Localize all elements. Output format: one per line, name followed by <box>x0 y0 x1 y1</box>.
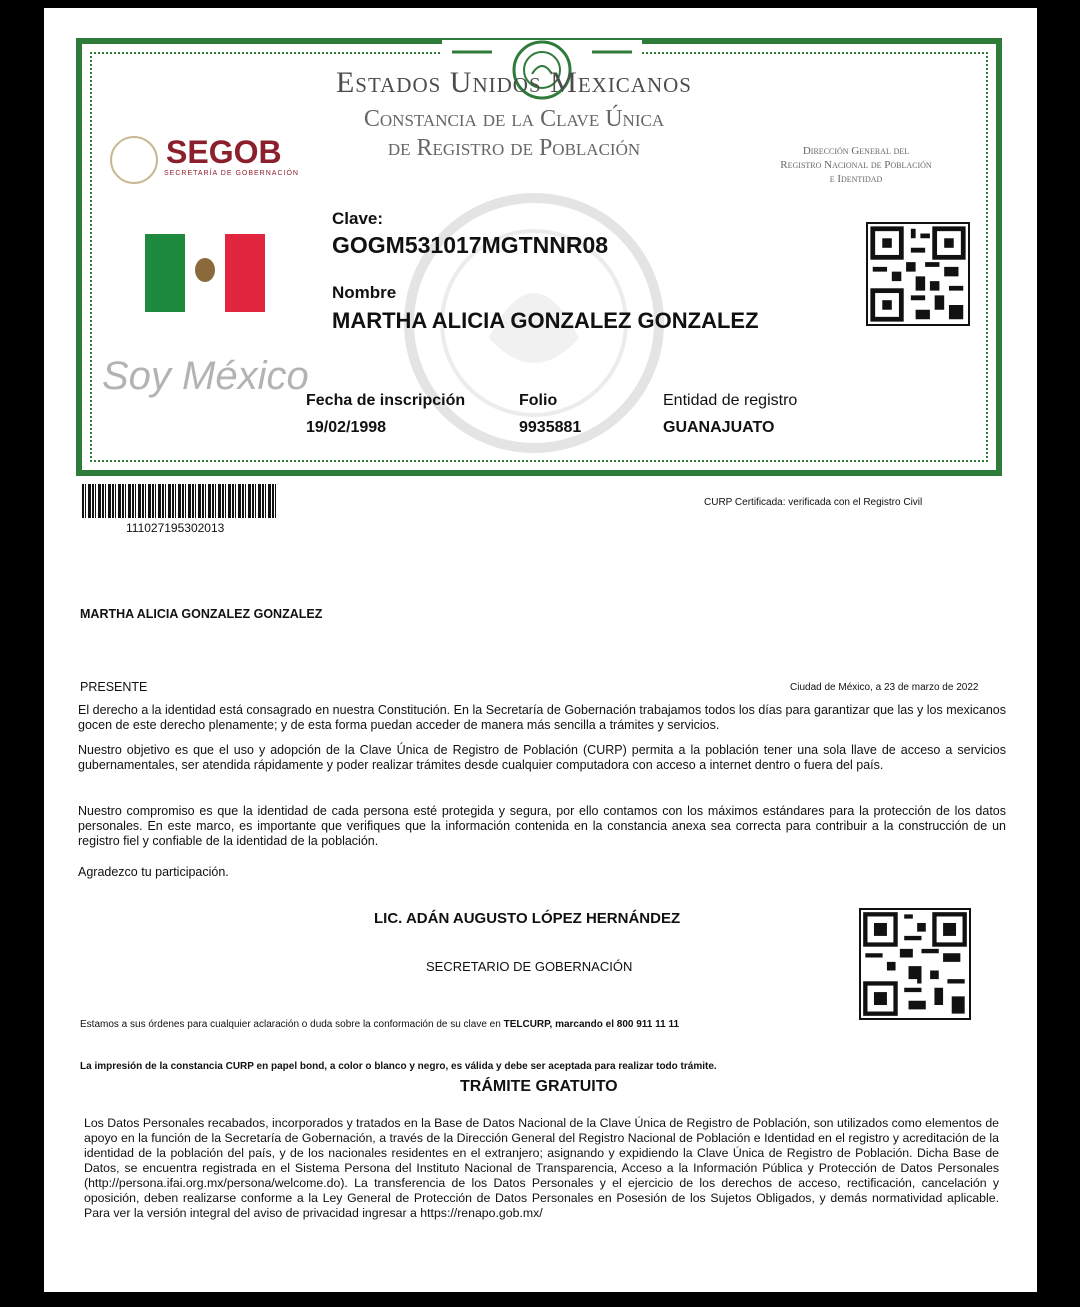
contact-text: Estamos a sus órdenes para cualquier aclaración o duda sobre la conformación de su clave en <box>80 1019 504 1030</box>
dgrnpi-heading <box>756 144 956 186</box>
mexican-flag-icon <box>145 234 265 312</box>
document-title <box>314 105 714 163</box>
dgr-line-1: Dirección General del <box>802 145 910 157</box>
place-date: Ciudad de México, a 23 de marzo de 2022 <box>790 682 979 693</box>
paragraph-3: Nuestro compromiso es que la identidad de cada persona esté protegida y segura, por ello contamos con los máximos estándares para la protección de los datos personales. En este marco, es importante que verifiques que la información contenida en la constancia anexa sea correcta para contribuir a la construcción de un registro fiel y confiable de la identidad de la población. <box>78 804 1006 848</box>
clave-value: GOGM531017MGTNNR08 <box>332 232 609 258</box>
validity-note: La impresión de la constancia CURP en papel bond, a color o blanco y negro, es válida y debe ser aceptada para realizar todo trámite. <box>80 1061 717 1072</box>
segob-subtitle: SECRETARÍA DE GOBERNACIÓN <box>164 170 299 177</box>
entidad-label: Entidad de registro <box>663 392 798 409</box>
fecha-value: 19/02/1998 <box>306 419 387 436</box>
fecha-label: Fecha de inscripción <box>306 392 466 409</box>
nombre-value: MARTHA ALICIA GONZALEZ GONZALEZ <box>332 308 759 333</box>
clave-label: Clave: <box>332 209 384 228</box>
signer-title: SECRETARIO DE GOBERNACIÓN <box>426 959 633 974</box>
segob-seal-icon <box>110 136 158 184</box>
barcode-icon <box>82 484 276 518</box>
certified-note: CURP Certificada: verificada con el Registro Civil <box>704 497 923 508</box>
paragraph-2: Nuestro objetivo es que el uso y adopción de la Clave Única de Registro de Población (CURP) permita a la población tener una sola llave de acceso a servicios gubernamentales, ser atendida rápidamente y poder realizar trámites desde cualquier computadora con acceso a internet dentro o fuera del país. <box>78 743 1006 772</box>
nombre-label: Nombre <box>332 283 397 302</box>
free-procedure: TRÁMITE GRATUITO <box>460 1078 618 1095</box>
contact-line <box>80 1019 679 1030</box>
privacy-notice: Los Datos Personales recabados, incorporados y tratados en la Base de Datos Nacional de la Clave Única de Registro de Población, son utilizados como elementos de apoyo en la función de la Secretaría de Gobernación, a través de la Dirección General del Registro Nacional de Población e Identidad en el registro y acreditación de la identidad de la población del país, y de los nacionales residentes en el extranjero; asignando y expidiendo la Clave Única de Registro de Población. Dicha Base de Datos, se encuentra registrada en el Sistema Persona del Instituto Nacional de Transparencia, Acceso a la Información Pública y Protección de Datos Personales (http://persona.ifai.org.mx/persona/welcome.do). La transferencia de los Datos Personales y el ejercicio de los derechos de acceso, rectificación, cancelación y oposición, deben realizarse conforme a la Ley General de Protección de Datos Personales en Posesión de los Sujetos Obligados, y demás normatividad aplicable. Para ver la versión integral del aviso de privacidad ingresar a https://renapo.gob.mx/ <box>84 1116 999 1220</box>
document-page <box>44 8 1037 1292</box>
qr-code-icon <box>866 222 970 326</box>
soy-mexico-text: Soy México <box>102 354 309 398</box>
presente-text: PRESENTE <box>80 680 148 694</box>
paragraph-1: El derecho a la identidad está consagrado en nuestra Constitución. En la Secretaría de Gobernación trabajamos todos los días para garantizar que las y los mexicanos gocen de este derecho plenamente; y de esta forma puedan acceder de manera más sencilla a trámites y servicios. <box>78 703 1006 732</box>
telcurp-phone: TELCURP, marcando el 800 911 11 11 <box>503 1019 680 1030</box>
folio-label: Folio <box>519 392 558 409</box>
title-line-2: de Registro de Población <box>387 135 641 161</box>
country-heading: Estados Unidos Mexicanos <box>335 66 692 99</box>
barcode-number: 111027195302013 <box>126 521 225 535</box>
signer-name: LIC. ADÁN AUGUSTO LÓPEZ HERNÁNDEZ <box>374 910 681 927</box>
signature-qr-code-icon <box>859 908 971 1020</box>
dgr-line-3: e Identidad <box>829 173 883 185</box>
segob-logo-text: SEGOB <box>166 134 282 170</box>
title-line-1: Constancia de la Clave Única <box>363 106 665 132</box>
folio-value: 9935881 <box>519 419 582 436</box>
entidad-value: GUANAJUATO <box>663 419 775 436</box>
dgr-line-2: Registro Nacional de Población <box>780 159 932 171</box>
recipient-name: MARTHA ALICIA GONZALEZ GONZALEZ <box>80 607 323 621</box>
thanks-text: Agradezco tu participación. <box>78 865 229 879</box>
